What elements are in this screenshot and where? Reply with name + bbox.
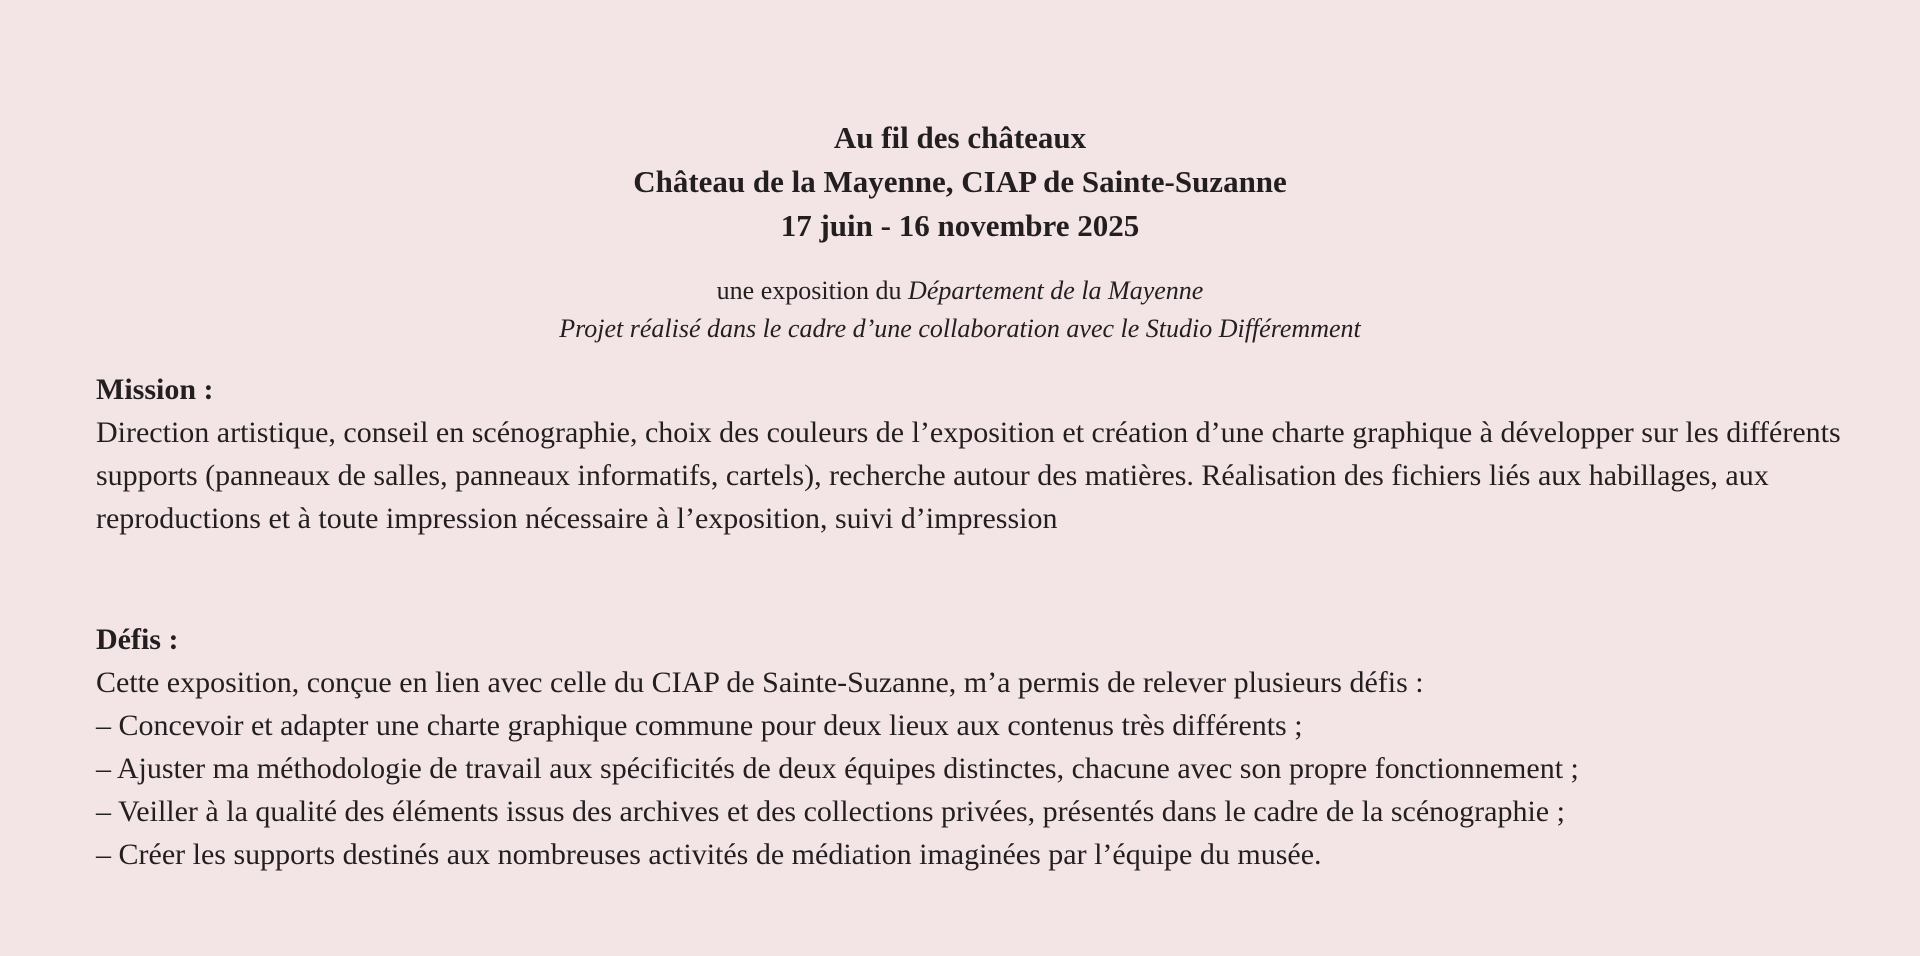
defis-item: – Ajuster ma méthodologie de travail aux spécificités de deux équipes distinctes, chacune avec son propre fonctionnement ; xyxy=(96,752,1579,785)
exhibition-venues: Château de la Mayenne, CIAP de Sainte-Suzanne xyxy=(633,164,1287,199)
mission-section xyxy=(96,368,1886,540)
exhibition-credit xyxy=(0,272,1920,310)
exhibition-header xyxy=(0,116,1920,248)
exhibition-organizer: Département de la Mayenne xyxy=(908,276,1204,305)
defis-intro: Cette exposition, conçue en lien avec celle du CIAP de Sainte-Suzanne, m’a permis de relever plusieurs défis : xyxy=(96,666,1424,699)
exhibition-dates: 17 juin - 16 novembre 2025 xyxy=(780,208,1140,243)
mission-text: Direction artistique, conseil en scénographie, choix des couleurs de l’exposition et création d’une charte graphique à développer sur les différents supports (panneaux de salles, panneaux informatifs, cartels), recherche autour des matières. Réalisation des fichiers liés aux habillages, aux reproductions et à toute impression nécessaire à l’exposition, suivi d’impression xyxy=(96,416,1841,535)
exhibition-credit-prefix: une exposition du xyxy=(716,276,909,305)
defis-heading: Défis : xyxy=(96,623,179,656)
defis-item: – Concevoir et adapter une charte graphique commune pour deux lieux aux contenus très différents ; xyxy=(96,709,1303,742)
exhibition-title: Au fil des châteaux xyxy=(833,120,1087,155)
exhibition-intro xyxy=(0,272,1920,348)
defis-item: – Veiller à la qualité des éléments issus des archives et des collections privées, présentés dans le cadre de la scénographie ; xyxy=(96,795,1565,828)
project-note: Projet réalisé dans le cadre d’une collaboration avec le Studio Différemment xyxy=(559,314,1361,343)
defis-item: – Créer les supports destinés aux nombreuses activités de médiation imaginées par l’équipe du musée. xyxy=(96,838,1322,871)
defis-section xyxy=(96,618,1886,876)
mission-heading: Mission : xyxy=(96,373,214,406)
